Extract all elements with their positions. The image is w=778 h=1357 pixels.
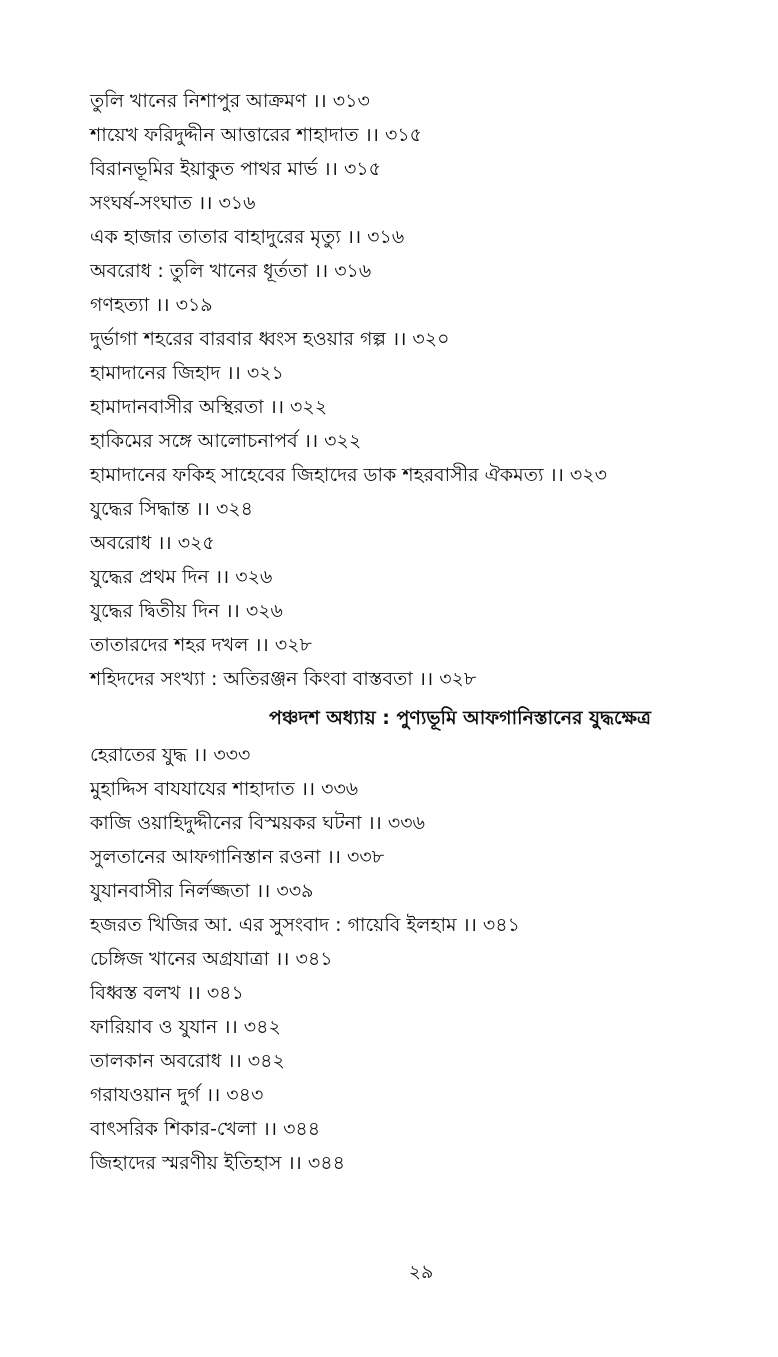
toc-entry (90, 874, 730, 908)
toc-entry-page: ৩২৪ (215, 498, 253, 520)
toc-entry-title: চেঙ্গিজ খানের অগ্রযাত্রা (90, 948, 270, 970)
toc-separator: ।। (262, 1118, 278, 1140)
toc-entry-page: ৩৪১ (482, 914, 520, 936)
toc-entry-page: ৩২৬ (245, 600, 283, 622)
toc-entry-title: বিরানভূমির ইয়াকুত পাথর মার্ভ (90, 158, 318, 180)
toc-separator: ।। (192, 744, 208, 766)
toc-entry-title: সংঘর্ষ-সংঘাত (90, 192, 193, 214)
toc-entry (90, 1044, 730, 1078)
toc-separator: ।। (205, 1084, 221, 1106)
toc-entry-title: গণহত্যা (90, 294, 150, 316)
toc-entry-title: যুদ্ধের সিদ্ধান্ত (90, 498, 190, 520)
toc-entry-page: ৩৩৬ (321, 778, 359, 800)
toc-entry-title: যুদ্ধের দ্বিতীয় দিন (90, 600, 220, 622)
toc-entry-page: ৩২২ (324, 430, 362, 452)
toc-entry-title: দুর্ভাগা শহরের বারবার ধ্বংস হওয়ার গল্প (90, 328, 386, 350)
toc-separator: ।। (364, 124, 379, 146)
toc-entry (90, 594, 730, 628)
toc-entry-page: ৩৪২ (247, 1050, 285, 1072)
toc-entry-title: হামাদানের জিহাদ (90, 362, 221, 384)
table-of-contents (90, 84, 730, 1180)
toc-entry (90, 152, 730, 186)
toc-entry-title: হেরাতের যুদ্ধ (90, 744, 187, 766)
toc-entry-title: শায়েখ ফরিদুদ্দীন আত্তারের শাহাদাত (90, 124, 359, 146)
toc-entry (90, 390, 730, 424)
toc-entry-page: ৩১৩ (332, 90, 370, 112)
toc-entry-title: হজরত খিজির আ. এর সুসংবাদ : গায়েবি ইলহাম (90, 914, 457, 936)
toc-entry-page: ৩৩৮ (346, 846, 385, 868)
toc-separator: ।। (157, 532, 172, 554)
toc-entry (90, 942, 730, 976)
toc-entry-page: ৩২৩ (569, 464, 607, 486)
toc-separator: ।। (367, 812, 382, 834)
toc-separator: ।। (254, 634, 269, 656)
toc-separator: ।। (255, 880, 271, 902)
toc-entry-page: ৩১৯ (175, 294, 213, 316)
toc-entry (90, 118, 730, 152)
toc-entry (90, 772, 730, 806)
chapter-heading: পঞ্চদশ অধ্যায় : পুণ্যভূমি আফগানিস্তানের যুদ্ধক্ষেত্র (268, 707, 651, 729)
toc-entry-title: অবরোধ (90, 532, 152, 554)
toc-entry (90, 806, 730, 840)
toc-entry-title: সুলতানের আফগানিস্তান রওনা (90, 846, 321, 868)
toc-entry (90, 560, 730, 594)
page-number: ২৯ (408, 1261, 434, 1283)
toc-entry-title: তাতারদের শহর দখল (90, 634, 249, 656)
toc-entry-page: ৩৪৪ (283, 1118, 321, 1140)
toc-separator: ।। (312, 90, 327, 112)
toc-separator: ।। (300, 778, 316, 800)
toc-entry-title: হামাদানের ফকিহ সাহেবের জিহাদের ডাক শহরবাসীর ঐকমত্য (90, 464, 544, 486)
toc-entry (90, 322, 730, 356)
toc-separator: ।। (225, 600, 240, 622)
toc-separator: ।। (313, 260, 329, 282)
toc-entry (90, 1078, 730, 1112)
toc-entry-page: ৩১৫ (343, 158, 381, 180)
toc-entry-title: মুহাদ্দিস বাযযাযের শাহাদাত (90, 778, 295, 800)
toc-entry-page: ৩২৫ (177, 532, 215, 554)
toc-entry-page: ৩২০ (412, 328, 450, 350)
toc-separator: ।। (418, 668, 434, 690)
toc-entry (90, 976, 730, 1010)
toc-entry (90, 458, 730, 492)
toc-entry-page: ৩২৬ (235, 566, 273, 588)
toc-entry-title: গরাযওয়ান দুর্গ (90, 1084, 200, 1106)
toc-entry-title: বিধ্বস্ত বলখ (90, 982, 181, 1004)
toc-separator: ।। (462, 914, 477, 936)
toc-entry-page: ৩১৫ (384, 124, 422, 146)
toc-separator: ।। (223, 1016, 238, 1038)
toc-entry (90, 356, 730, 390)
toc-entry-page: ৩২১ (246, 362, 284, 384)
toc-entry-page: ৩৪১ (295, 948, 333, 970)
toc-separator: ।। (155, 294, 170, 316)
toc-entry (90, 186, 730, 220)
toc-entry (90, 1112, 730, 1146)
toc-separator: ।। (392, 328, 407, 350)
toc-separator: ।। (269, 396, 285, 418)
toc-entry-title: বাৎসরিক শিকার-খেলা (90, 1118, 257, 1140)
toc-separator: ।। (275, 948, 290, 970)
toc-entry-title: শহিদদের সংখ্যা : অতিরঞ্জন কিংবা বাস্তবতা (90, 668, 413, 690)
toc-entry (90, 1146, 730, 1180)
toc-entry-page: ৩১৬ (218, 192, 256, 214)
toc-separator: ।। (346, 226, 362, 248)
toc-entry-title: কাজি ওয়াহিদুদ্দীনের বিস্ময়কর ঘটনা (90, 812, 362, 834)
toc-entry-title: হাকিমের সঙ্গে আলোচনাপর্ব (90, 430, 298, 452)
toc-entry-page: ৩৪১ (206, 982, 244, 1004)
toc-entry-title: যুযানবাসীর নির্লজ্জতা (90, 880, 250, 902)
toc-entry (90, 908, 730, 942)
toc-separator: ।। (195, 498, 210, 520)
toc-entry-title: অবরোধ : তুলি খানের ধূর্ততা (90, 260, 308, 282)
toc-separator: ।। (323, 158, 338, 180)
toc-entry (90, 840, 730, 874)
toc-entry-page: ৩৩৯ (276, 880, 314, 902)
toc-entry-page: ৩২২ (290, 396, 328, 418)
toc-entry (90, 526, 730, 560)
toc-separator: ।। (287, 1152, 302, 1174)
toc-separator: ।। (198, 192, 213, 214)
toc-entry-page: ৩২৮ (439, 668, 477, 690)
toc-entry (90, 1010, 730, 1044)
toc-separator: ।। (226, 362, 241, 384)
toc-entry-page: ৩১৬ (334, 260, 372, 282)
toc-entry-page: ৩২৮ (274, 634, 312, 656)
toc-separator: ।। (326, 846, 341, 868)
toc-entry-page: ৩৪৩ (226, 1084, 264, 1106)
toc-entry-title: তুলি খানের নিশাপুর আক্রমণ (90, 90, 307, 112)
toc-entry-title: হামাদানবাসীর অস্থিরতা (90, 396, 264, 418)
toc-entry (90, 84, 730, 118)
toc-entry-title: জিহাদের স্মরণীয় ইতিহাস (90, 1152, 282, 1174)
toc-separator: ।। (214, 566, 230, 588)
toc-entry (90, 424, 730, 458)
toc-separator: ।। (303, 430, 319, 452)
toc-entry-page: ৩৩৩ (213, 744, 251, 766)
toc-entry (90, 738, 730, 772)
toc-entry-page: ৩৩৬ (387, 812, 425, 834)
toc-entry (90, 254, 730, 288)
toc-entry (90, 628, 730, 662)
toc-entry-title: যুদ্ধের প্রথম দিন (90, 566, 209, 588)
toc-entry-title: ফারিয়াব ও যুযান (90, 1016, 218, 1038)
toc-entry-title: তালকান অবরোধ (90, 1050, 222, 1072)
toc-separator: ।। (227, 1050, 242, 1072)
toc-separator: ।। (186, 982, 201, 1004)
toc-entry-page: ৩১৬ (367, 226, 405, 248)
toc-entry-page: ৩৪৪ (307, 1152, 345, 1174)
toc-separator: ।। (549, 464, 564, 486)
toc-entry (90, 288, 730, 322)
toc-entry (90, 492, 730, 526)
toc-entry-title: এক হাজার তাতার বাহাদুরের মৃত্যু (90, 226, 341, 248)
toc-entry-page: ৩৪২ (243, 1016, 281, 1038)
toc-entry (90, 662, 730, 696)
toc-entry (90, 220, 730, 254)
